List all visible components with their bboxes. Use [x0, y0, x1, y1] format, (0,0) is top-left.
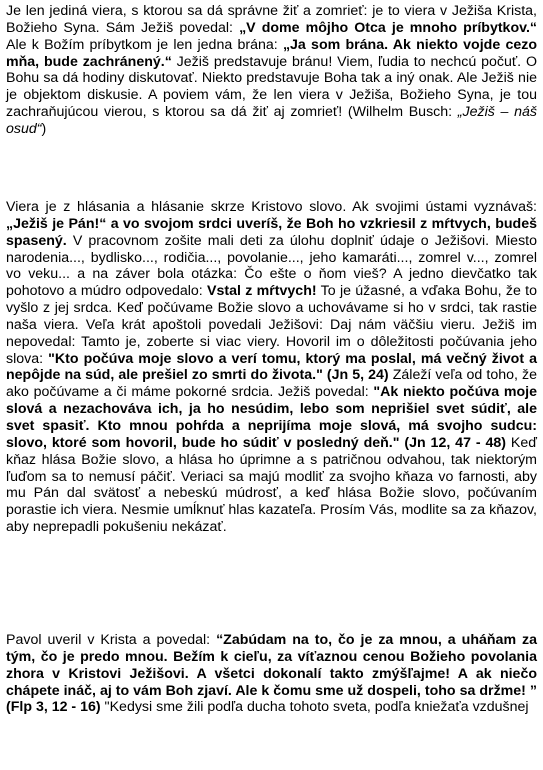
text-run: To je úžasné, a vďaka Bohu, že to vyšlo z jej srdca. Keď počúvame Božie slovo a uchovávame si ho v srdci, tak rastie naša viera. Veľa krát apoštoli povedali Ježišovi: Daj nám väčšiu vieru. Ježiš im nepovedal: Tamto je, zoberte si viac viery. Hovoril im o dôležitosti počúvania jeho slova: [6, 283, 538, 367]
text-run: “Zabúdam na to, čo je za mnou, a uháňam za tým, čo je predo mnou. Bežím k cieľu, za víťaznou cenou Božieho povolania zhora v Kristovi Ježišovi. A všetci dokonalí takto zmýšľajme! A ak niečo chápete ináč, aj to vám Boh zjaví. Ale k čomu sme už dospeli, toho sa držme! ” (Flp 3, 12 - 16) [6, 632, 538, 716]
text-run: "Ak niekto počúva moje slová a nezachováva ich, ja ho nesúdim, lebo som neprišiel svet súdiť, ale svet spasiť. Kto mnou pohŕda a neprijíma moje slová, má svojho sudcu: slovo, ktoré som hovoril, bude ho súdiť v posledný deň." (Jn 12, 47 - 48) [6, 384, 537, 451]
text-run: Viera je z hlásania a hlásanie skrze Kristovo slovo. Ak svojimi ústami vyznávaš: [6, 199, 537, 215]
text-run: „V dome môjho Otca je mnoho príbytkov.“ [239, 19, 537, 36]
text-run: Ale k Božím príbytkom je len jedna brána: [6, 36, 283, 53]
text-run: Je len jediná viera, s ktorou sa dá správne žiť a zomrieť: je to viera v Ježiša Krista, Božieho Syna. Sám Ježiš povedal: [6, 3, 537, 36]
paragraph-1 [6, 3, 537, 138]
text-run: „Ježiš je Pán!“ a vo svojom srdci uveríš, že Boh ho vzkriesil z mŕtvych, budeš spasený. [6, 215, 537, 249]
paragraph-3 [6, 632, 537, 716]
text-run: ) [41, 120, 47, 137]
text-run: Keď kňaz hlása Božie slovo, a hlása ho úprimne a s patričnou odvahou, tak niektorým ľuďom sa to nemusí páčiť. Veriaci sa majú modliť za svojho kňaza vo farnosti, aby mu Pán dal svätosť a nebeskú múdrosť, a keď hlása Božie slovo, počúvaním porastie ich viera. Nesmie umĺknuť hlas kazateľa. Prosím Vás, modlite sa za kňazov, aby neprepadli pokušeniu nekázať. [6, 434, 537, 536]
text-run: V pracovnom zošite mali deti za úlohu doplniť údaje o Ježišovi. Miesto narodenia..., bydlisko..., rodičia..., povolanie..., jeho kamaráti..., zomrel v..., zomrel vo veku... a na záver bola otázka: Čo ešte o ňom vieš? A jedno dievčatko tak pohotovo a múdro odpovedalo: [6, 232, 537, 300]
paragraph-2 [6, 199, 537, 536]
text-run: "Kedysi sme žili podľa ducha tohoto sveta, podľa kniežaťa vzdušnej [100, 699, 529, 716]
text-run: „Ježiš – náš osud“ [6, 104, 538, 137]
text-run: "Kto počúva moje slovo a verí tomu, ktorý ma poslal, má večný život a nepôjde na súd, ale prešiel zo smrti do života." (Jn 5, 24) [6, 350, 537, 384]
text-run: Pavol uveril v Krista a povedal: [6, 632, 217, 648]
text-run: Ježiš predstavuje bránu! Viem, ľudia to nechcú počuť. O Bohu sa dá hodiny diskutovať. Niekto predstavuje Boha tak a iný onak. Ale Ježiš nie je objektom diskusie. A poviem vám, že len viera v Ježiša, Božieho Syna, je tou zachraňujúcou vierou, s ktorou sa dá žiť aj zomrieť! (Wilhelm Busch: [6, 53, 537, 121]
text-run: Vstal z mŕtvych! [207, 283, 317, 300]
text-run: „Ja som brána. Ak niekto vojde cezo mňa, bude zachránený.“ [6, 36, 537, 70]
text-run: Záleží veľa od toho, že ako počúvame a či máme pokorné srdcia. Ježiš povedal: [6, 367, 537, 401]
